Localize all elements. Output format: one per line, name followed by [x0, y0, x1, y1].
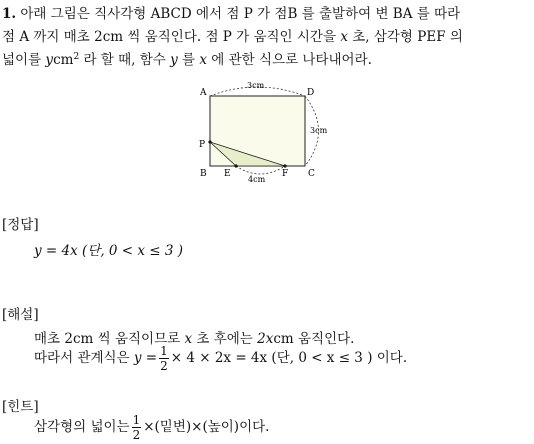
explanation-line-1 — [34, 327, 354, 347]
unit-cm: cm — [53, 52, 74, 68]
expl-y-equals: y = — [133, 350, 158, 366]
hint-frac-denominator: 2 — [132, 428, 141, 442]
frac-numerator: 1 — [160, 344, 168, 358]
hint-line — [34, 414, 269, 441]
problem-line-1 — [2, 2, 460, 22]
label-a: A — [200, 88, 207, 98]
explanation-text-1b: 초 후에는 — [192, 331, 258, 347]
var-x-2: x — [199, 52, 208, 68]
hint-header: [힌트] — [2, 399, 39, 415]
label-bottom-length: 4cm — [248, 175, 266, 184]
problem-text-3c: 를 — [177, 52, 200, 68]
label-d: D — [307, 88, 315, 98]
rectangle-figure — [190, 78, 340, 186]
problem-text-3a: 넓이를 — [2, 52, 46, 68]
answer-header: [정답] — [2, 217, 39, 233]
answer-formula: y = 4x (단, 0 < x ≤ 3 ) — [34, 243, 184, 259]
problem-line-2 — [2, 25, 463, 45]
explanation-line-2 — [34, 345, 407, 372]
point-p — [208, 140, 211, 143]
hint-frac-numerator: 1 — [132, 413, 141, 427]
problem-line-3 — [2, 48, 372, 68]
explanation-text-1a: 매초 2cm 씩 움직이므로 — [34, 331, 185, 347]
label-top-length: 3cm — [247, 81, 265, 90]
explanation-header: [해설] — [2, 307, 39, 323]
explanation-text-1d: cm 움직인다. — [273, 331, 355, 347]
explanation-fraction — [159, 345, 169, 372]
var-y: y — [45, 52, 54, 68]
label-e: E — [224, 169, 231, 179]
problem-text-2b: 초, 삼각형 PEF 의 — [347, 29, 463, 45]
label-f: F — [282, 169, 289, 179]
problem-number: 1. — [2, 6, 17, 22]
problem-text-3b: 라 할 때, 함수 — [79, 52, 171, 68]
problem-text-2a: 점 A 까지 매초 2cm 씩 움직인다. 점 P 가 움직인 시간을 — [2, 29, 341, 45]
var-x: x — [340, 29, 348, 45]
label-b: B — [200, 169, 207, 179]
var-y-2: y — [170, 52, 178, 68]
hint-text-b: ×(밑변)×(높이)이다. — [143, 419, 270, 435]
label-right-length: 3cm — [310, 126, 328, 135]
problem-text-3d: 에 관한 식으로 나타내어라. — [207, 52, 372, 68]
unit-exponent: 2 — [73, 52, 80, 62]
explanation-text-2c: × 4 × 2x = 4x (단, 0 < x ≤ 3 ) 이다. — [170, 350, 408, 366]
explanation-text-2a: 따라서 관계식은 — [34, 350, 134, 366]
expl-var-x: x — [184, 331, 193, 347]
point-f — [283, 164, 286, 167]
label-c: C — [308, 169, 315, 179]
label-p: P — [199, 140, 206, 150]
frac-denominator: 2 — [160, 359, 168, 373]
bottom-length-arc — [236, 166, 285, 174]
hint-fraction — [132, 414, 142, 441]
problem-text-1: 아래 그림은 직사각형 ABCD 에서 점 P 가 점B 를 출발하여 변 BA 를 따라 — [20, 6, 461, 22]
hint-text-a: 삼각형의 넓이는 — [34, 419, 130, 435]
expl-var-2x: 2x — [257, 331, 274, 347]
point-e — [234, 164, 237, 167]
